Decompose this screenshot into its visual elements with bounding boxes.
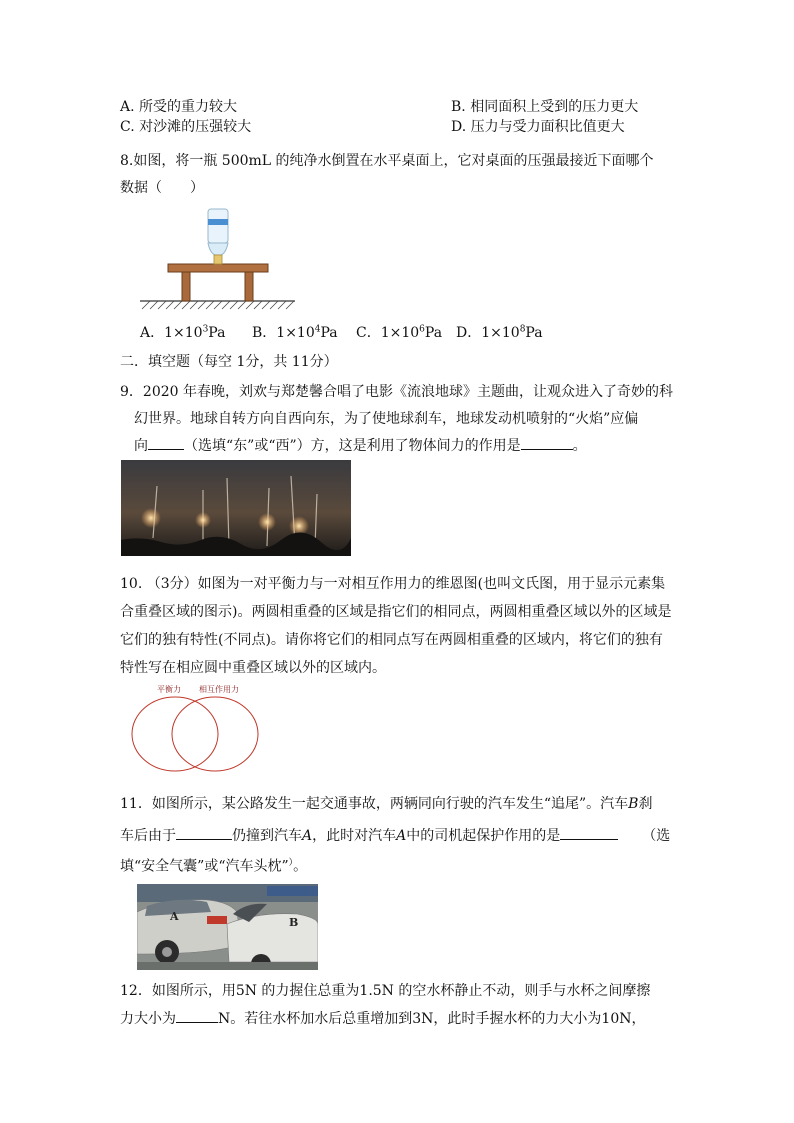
- q8-option-c: C．$1\times 10^6Pa$: [356, 324, 443, 341]
- q11-text-line2: 车后由于 仍撞到汽车A，此时对汽车A中的司机起保护作用的是 （选: [120, 825, 670, 845]
- section-title: 二．填空题（每空 1分，共 11分）: [120, 354, 338, 370]
- q7-option-c: C. 对沙滩的压强较大: [120, 119, 252, 135]
- venn-right-label: 相互作用力: [199, 685, 239, 694]
- bottle-on-table-figure: [140, 205, 300, 313]
- q8-text-line1: 8.如图，将一瓶 500mL 的纯净水倒置在水平桌面上，它对桌面的压强最接近下面哪个: [120, 153, 654, 169]
- q9-blank-1[interactable]: [148, 435, 184, 450]
- q8-option-b: B．$1\times 10^4Pa$: [252, 324, 338, 341]
- q8-option-a: A．$1\times 10^3Pa$: [140, 324, 226, 341]
- q9-text-line3: 向 （选填“东”或“西”）方，这是利用了物体间力的作用是 。: [134, 435, 587, 455]
- q10-text-line1: 10. （3分）如图为一对平衡力与一对相互作用力的维恩图(也叫文氏图，用于显示元素集: [120, 576, 666, 592]
- q7-option-b: B. 相同面积上受到的压力更大: [451, 99, 639, 115]
- wandering-earth-image: [121, 460, 351, 556]
- q11-blank-1[interactable]: [176, 825, 232, 840]
- q8-text-line2: 数据（ ）: [120, 180, 204, 196]
- q9-blank-2[interactable]: [521, 435, 573, 450]
- q9-text-line1: 9．2020 年春晚，刘欢与郑楚馨合唱了电影《流浪地球》主题曲，让观众进入了奇妙的科: [120, 384, 673, 400]
- q10-text-line3: 它们的独有特性(不同点)。请你将它们的相同点写在两圆相重叠的区域内，将它们的独有: [120, 632, 663, 648]
- q12-blank-1[interactable]: [176, 1008, 218, 1023]
- car-collision-image: [137, 884, 318, 970]
- venn-diagram: [128, 680, 264, 776]
- venn-left-circle: [132, 697, 218, 771]
- q11-blank-2[interactable]: [560, 825, 618, 840]
- venn-right-circle: [172, 697, 258, 771]
- q10-text-line2: 合重叠区域的图示)。两圆相重叠的区域是指它们的相同点，两圆相重叠区域以外的区域是: [120, 604, 672, 620]
- photo-label-a: A: [170, 910, 179, 923]
- q10-text-line4: 特性写在相应圆中重叠区域以外的区域内。: [120, 660, 386, 676]
- photo-label-b: B: [289, 916, 299, 929]
- q9-text-line2: 幻世界。地球自转方向自西向东，为了使地球刹车，地球发动机喷射的“火焰”应偏: [134, 411, 639, 427]
- q12-text-line2: 力大小为 N。若往水杯加水后总重增加到3N，此时手握水杯的力大小为10N，: [120, 1008, 645, 1028]
- q11-text-line3: 填“安全气囊”或“汽车头枕”）。: [120, 858, 308, 875]
- q11-text-line1: 11．如图所示，某公路发生一起交通事故，两辆同向行驶的汽车发生“追尾”。汽车B刹: [120, 796, 653, 812]
- venn-left-label: 平衡力: [157, 685, 181, 694]
- q8-option-d: D．$1\times 10^8Pa$: [456, 324, 543, 341]
- q7-option-d: D. 压力与受力面积比值更大: [451, 119, 625, 135]
- q12-text-line1: 12．如图所示，用5N 的力握住总重为1.5N 的空水杯静止不动，则手与水杯之间摩擦: [120, 983, 651, 999]
- q7-option-a: A. 所受的重力较大: [120, 99, 238, 115]
